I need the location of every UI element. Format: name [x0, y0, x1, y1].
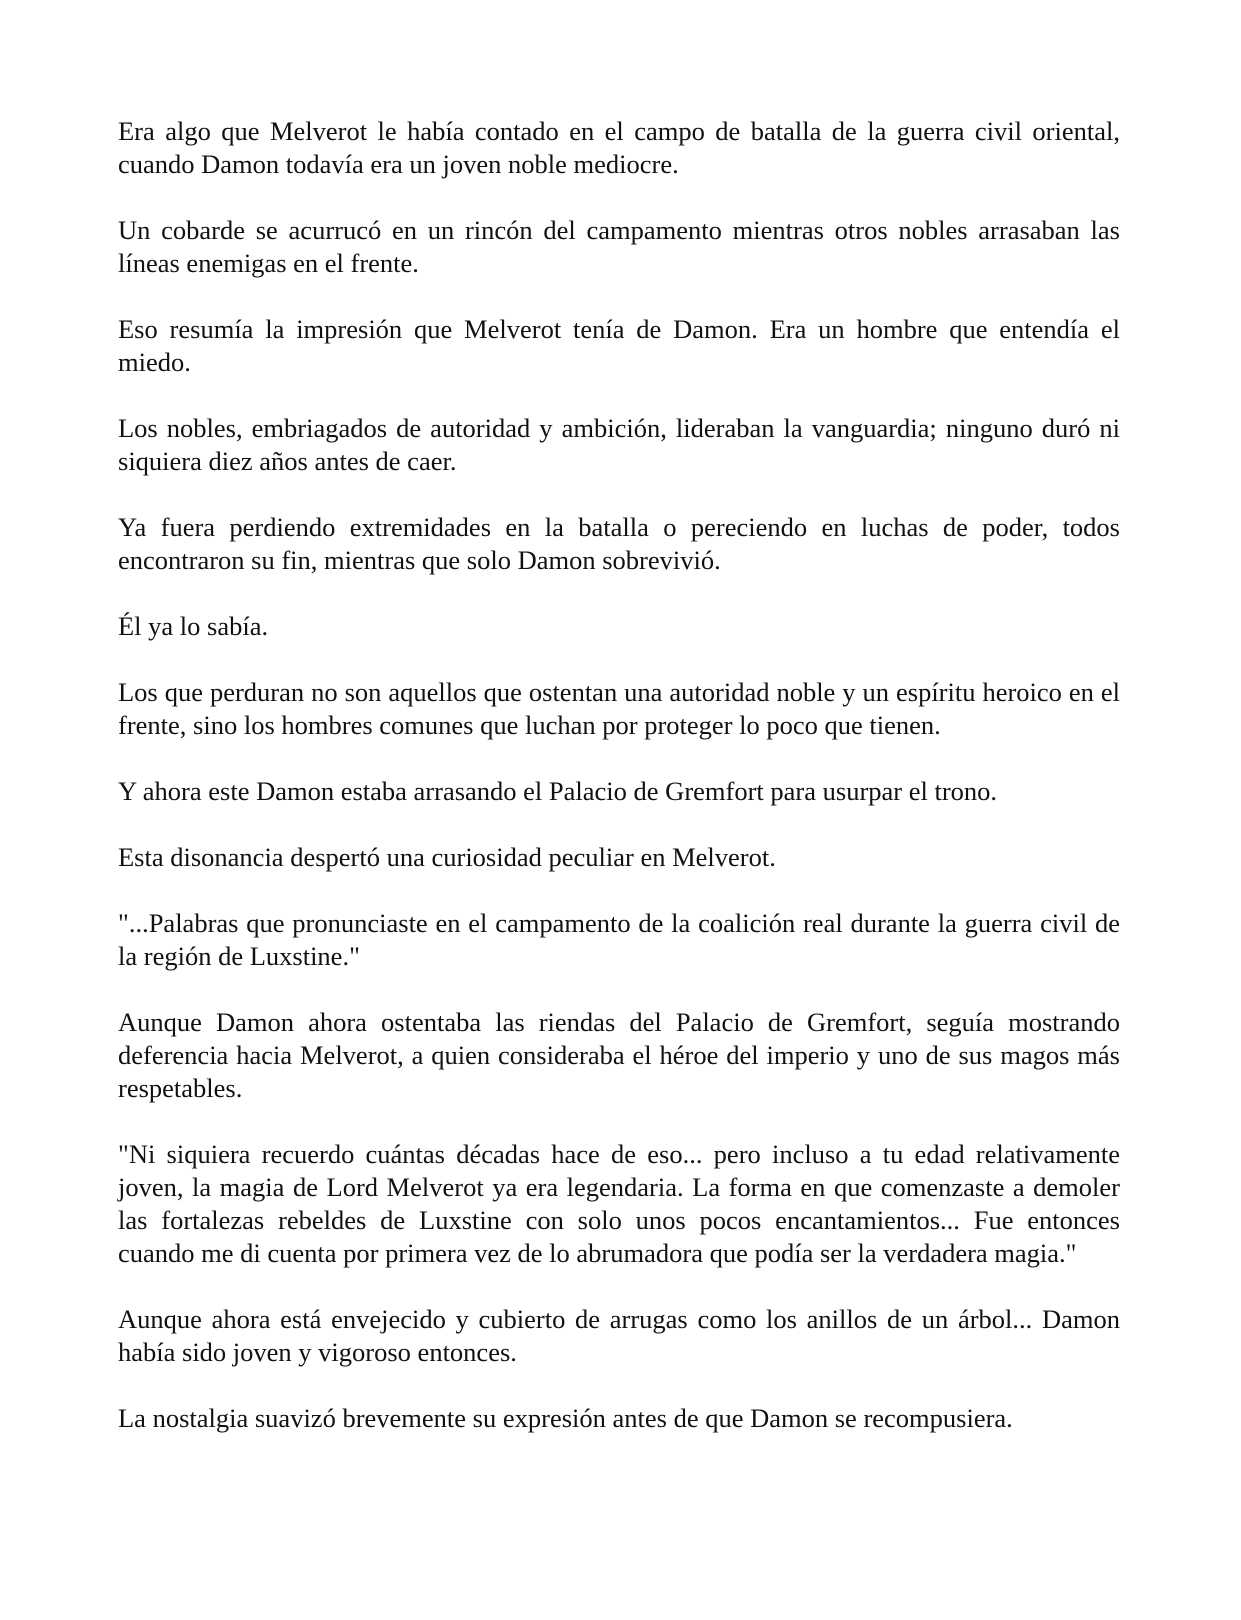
paragraph-11: Aunque Damon ahora ostentaba las riendas del Palacio de Gremfort, seguía mostrando deferencia hacia Melverot, a quien consideraba el héroe del imperio y uno de sus magos más respetables.: [118, 1007, 1120, 1103]
paragraph-6: Él ya lo sabía.: [118, 611, 269, 641]
paragraph-8: Y ahora este Damon estaba arrasando el Palacio de Gremfort para usurpar el trono.: [118, 776, 998, 806]
paragraph-10: "...Palabras que pronunciaste en el campamento de la coalición real durante la guerra civil de la región de Luxstine.": [118, 908, 1120, 971]
paragraph-3: Eso resumía la impresión que Melverot tenía de Damon. Era un hombre que entendía el miedo.: [118, 314, 1120, 377]
paragraph-5: Ya fuera perdiendo extremidades en la batalla o pereciendo en luchas de poder, todos encontraron su fin, mientras que solo Damon sobrevivió.: [118, 512, 1120, 575]
paragraph-9: Esta disonancia despertó una curiosidad peculiar en Melverot.: [118, 842, 776, 872]
paragraph-2: Un cobarde se acurrucó en un rincón del campamento mientras otros nobles arrasaban las líneas enemigas en el frente.: [118, 215, 1120, 278]
paragraph-14: La nostalgia suavizó brevemente su expresión antes de que Damon se recompusiera.: [118, 1403, 1013, 1433]
paragraph-1: Era algo que Melverot le había contado en el campo de batalla de la guerra civil oriental, cuando Damon todavía era un joven noble mediocre.: [118, 116, 1120, 179]
paragraph-7: Los que perduran no son aquellos que ostentan una autoridad noble y un espíritu heroico en el frente, sino los hombres comunes que luchan por proteger lo poco que tienen.: [118, 677, 1120, 740]
paragraph-13: Aunque ahora está envejecido y cubierto de arrugas como los anillos de un árbol... Damon había sido joven y vigoroso entonces.: [118, 1304, 1120, 1367]
paragraph-4: Los nobles, embriagados de autoridad y ambición, lideraban la vanguardia; ninguno duró ni siquiera diez años antes de caer.: [118, 413, 1120, 476]
document-body: [118, 115, 1120, 1435]
paragraph-12: "Ni siquiera recuerdo cuántas décadas hace de eso... pero incluso a tu edad relativamente joven, la magia de Lord Melverot ya era legendaria. La forma en que comenzaste a demoler las fortalezas rebeldes de Luxstine con solo unos pocos encantamientos... Fue entonces cuando me di cuenta por primera vez de lo abrumadora que podía ser la verdadera magia.": [118, 1139, 1120, 1268]
